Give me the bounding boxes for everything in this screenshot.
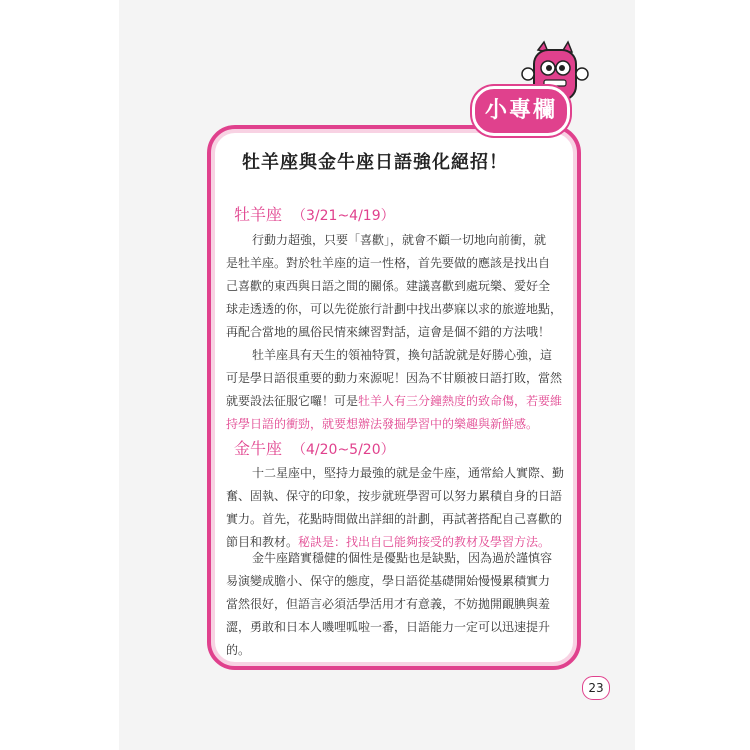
column-badge: 小專欄 xyxy=(472,86,570,136)
section-name: 牡羊座 xyxy=(234,205,283,224)
section-name: 金牛座 xyxy=(234,439,283,458)
paragraph: 行動力超強，只要「喜歡」，就會不顧一切地向前衝，就 是牡羊座。對於牡羊座的這一性格，首先要做的應該是找出自 己喜歡的東西與日語之間的關係。建議喜歡到處玩樂、愛好全 球走透透的你，可以先從旅行計劃中找出夢寐以求的旅遊地點， 再配合當地的風俗民情來練習對話，這會是個不錯的方法哦！ xyxy=(226,233,563,339)
page-title: 牡羊座與金牛座日語強化絕招！ xyxy=(242,152,508,173)
highlight-text: 持學日語的衝勁，就要想辦法發掘學習中的樂趣與新鮮感。 xyxy=(226,417,539,431)
section-date: （3/21~4/19） xyxy=(292,208,395,224)
page-number: 23 xyxy=(582,676,610,700)
paragraph: 牡羊座具有天生的領袖特質，換句話說就是好勝心強，這 可是學日語很重要的動力來源呢！因為不甘願被日語打敗，當然 就要設法征服它囉！可是牡羊人有三分鐘熱度的致命傷，若要維 持學日語的衝勁，就要想辦法發掘學習中的樂趣與新鮮感。 xyxy=(226,348,563,431)
section-heading-aries xyxy=(234,202,395,225)
highlight-text: 牡羊人有三分鐘熱度的致命傷，若要維 xyxy=(358,394,563,408)
highlight-text: 秘訣是：找出自己能夠接受的教材及學習方法。 xyxy=(298,535,551,549)
section-heading-taurus xyxy=(234,436,395,459)
section-date: （4/20~5/20） xyxy=(292,442,395,458)
paragraph: 十二星座中，堅持力最強的就是金牛座，通常給人實際、勤 奮、固執、保守的印象，按步就班學習可以努力累積自身的日語 實力。首先，花點時間做出詳細的計劃，再試著搭配自己喜歡的 節目和教材。秘訣是：找出自己能夠接受的教材及學習方法。 xyxy=(226,466,565,549)
paragraph: 金牛座踏實穩健的個性是優點也是缺點，因為過於謹慎容 易演變成膽小、保守的態度，學日語從基礎開始慢慢累積實力 當然很好，但語言必須活學活用才有意義，不妨拋開靦腆與羞 澀，勇敢和日本人嘰哩呱啦一番，日語能力一定可以迅速提升 的。 xyxy=(226,551,553,657)
